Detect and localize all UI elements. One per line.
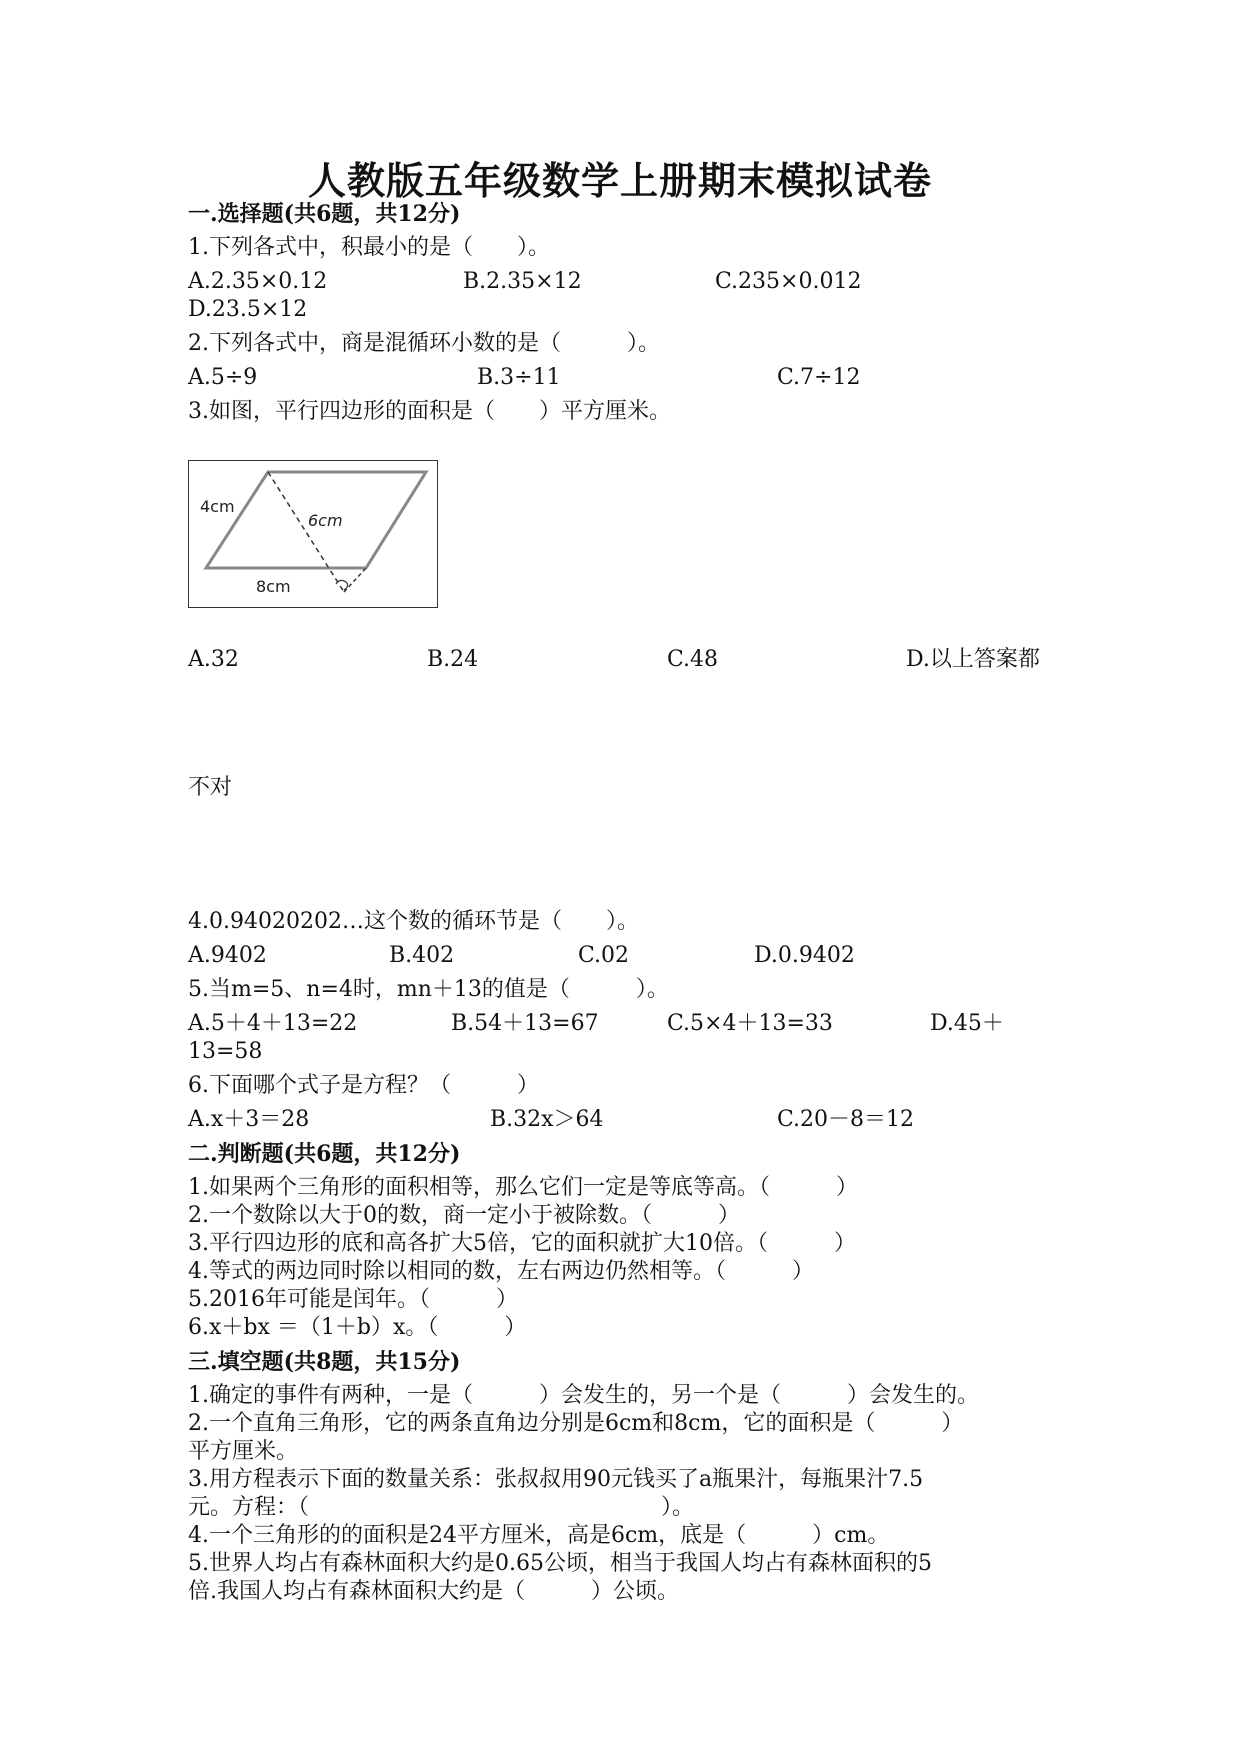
- fill-line: 1.确定的事件有两种，一是（ ）会发生的，另一个是（ ）会发生的。: [188, 1383, 979, 1408]
- fill-line: 5.世界人均占有森林面积大约是0.65公顷，相当于我国人均占有森林面积的5: [188, 1551, 932, 1576]
- side-label: 4cm: [200, 497, 235, 516]
- q4-option-a: A.9402: [188, 943, 267, 968]
- section1-heading: 一.选择题(共6题，共12分): [188, 201, 461, 227]
- q6-option-b: B.32x＞64: [490, 1107, 604, 1132]
- fill-line: 元。方程：（ ）。: [188, 1495, 695, 1520]
- q3-option-d: D.以上答案都: [906, 647, 1040, 672]
- q5-option-b: B.54＋13=67: [451, 1011, 599, 1036]
- page-title: 人教版五年级数学上册期末模拟试卷: [307, 158, 932, 203]
- fill-line: 倍.我国人均占有森林面积大约是（ ）公顷。: [188, 1579, 679, 1604]
- judge-item: 4.等式的两边同时除以相同的数，左右两边仍然相等。（ ）: [188, 1259, 814, 1284]
- q3-stem: 3.如图，平行四边形的面积是（ ）平方厘米。: [188, 399, 671, 424]
- q2-option-b: B.3÷11: [477, 365, 561, 390]
- base-label: 8cm: [256, 577, 291, 596]
- fill-line: 2.一个直角三角形，它的两条直角边分别是6cm和8cm，它的面积是（ ）: [188, 1411, 964, 1436]
- section3-heading: 三.填空题(共8题，共15分): [188, 1349, 461, 1375]
- q4-option-b: B.402: [389, 943, 455, 968]
- q6-option-c: C.20－8＝12: [777, 1107, 915, 1132]
- q2-option-a: A.5÷9: [188, 365, 258, 390]
- q5-option-a: A.5＋4＋13=22: [188, 1011, 358, 1036]
- section2-heading: 二.判断题(共6题，共12分): [188, 1141, 461, 1167]
- q4-stem: 4.0.94020202…这个数的循环节是（ ）。: [188, 909, 639, 934]
- q1-stem: 1.下列各式中，积最小的是（ ）。: [188, 235, 550, 260]
- q4-option-c: C.02: [578, 943, 630, 968]
- q1-option-d: D.23.5×12: [188, 297, 308, 322]
- q2-stem: 2.下列各式中，商是混循环小数的是（ ）。: [188, 331, 660, 356]
- fill-line: 3.用方程表示下面的数量关系：张叔叔用90元钱买了a瓶果汁，每瓶果汁7.5: [188, 1467, 924, 1492]
- q5-stem: 5.当m=5、n=4时，mn＋13的值是（ ）。: [188, 977, 669, 1002]
- q3-option-b: B.24: [427, 647, 479, 672]
- q1-option-c: C.235×0.012: [715, 269, 862, 294]
- q3-option-d-cont: 不对: [188, 775, 233, 800]
- judge-item: 5.2016年可能是闰年。（ ）: [188, 1287, 518, 1312]
- q6-option-a: A.x＋3＝28: [188, 1107, 310, 1132]
- fill-line: 4.一个三角形的的面积是24平方厘米，高是6cm，底是（ ）cm。: [188, 1523, 890, 1548]
- judge-item: 2.一个数除以大于0的数，商一定小于被除数。（ ）: [188, 1203, 740, 1228]
- q5-option-c: C.5×4＋13=33: [667, 1011, 833, 1036]
- height-label: 6cm: [308, 511, 343, 530]
- q1-option-a: A.2.35×0.12: [188, 269, 328, 294]
- q5-option-d-cont: 13=58: [188, 1039, 263, 1064]
- q1-option-b: B.2.35×12: [463, 269, 582, 294]
- fill-line: 平方厘米。: [188, 1439, 299, 1464]
- parallelogram-figure: [188, 460, 438, 608]
- q3-option-c: C.48: [667, 647, 719, 672]
- q5-option-d: D.45＋: [930, 1011, 1004, 1036]
- judge-item: 6.x＋bx ＝（1＋b）x。（ ）: [188, 1315, 527, 1340]
- judge-item: 1.如果两个三角形的面积相等，那么它们一定是等底等高。（ ）: [188, 1175, 858, 1200]
- q2-option-c: C.7÷12: [777, 365, 861, 390]
- q3-option-a: A.32: [188, 647, 239, 672]
- judge-item: 3.平行四边形的底和高各扩大5倍，它的面积就扩大10倍。（ ）: [188, 1231, 856, 1256]
- q4-option-d: D.0.9402: [754, 943, 855, 968]
- q6-stem: 6.下面哪个式子是方程？（ ）: [188, 1073, 539, 1098]
